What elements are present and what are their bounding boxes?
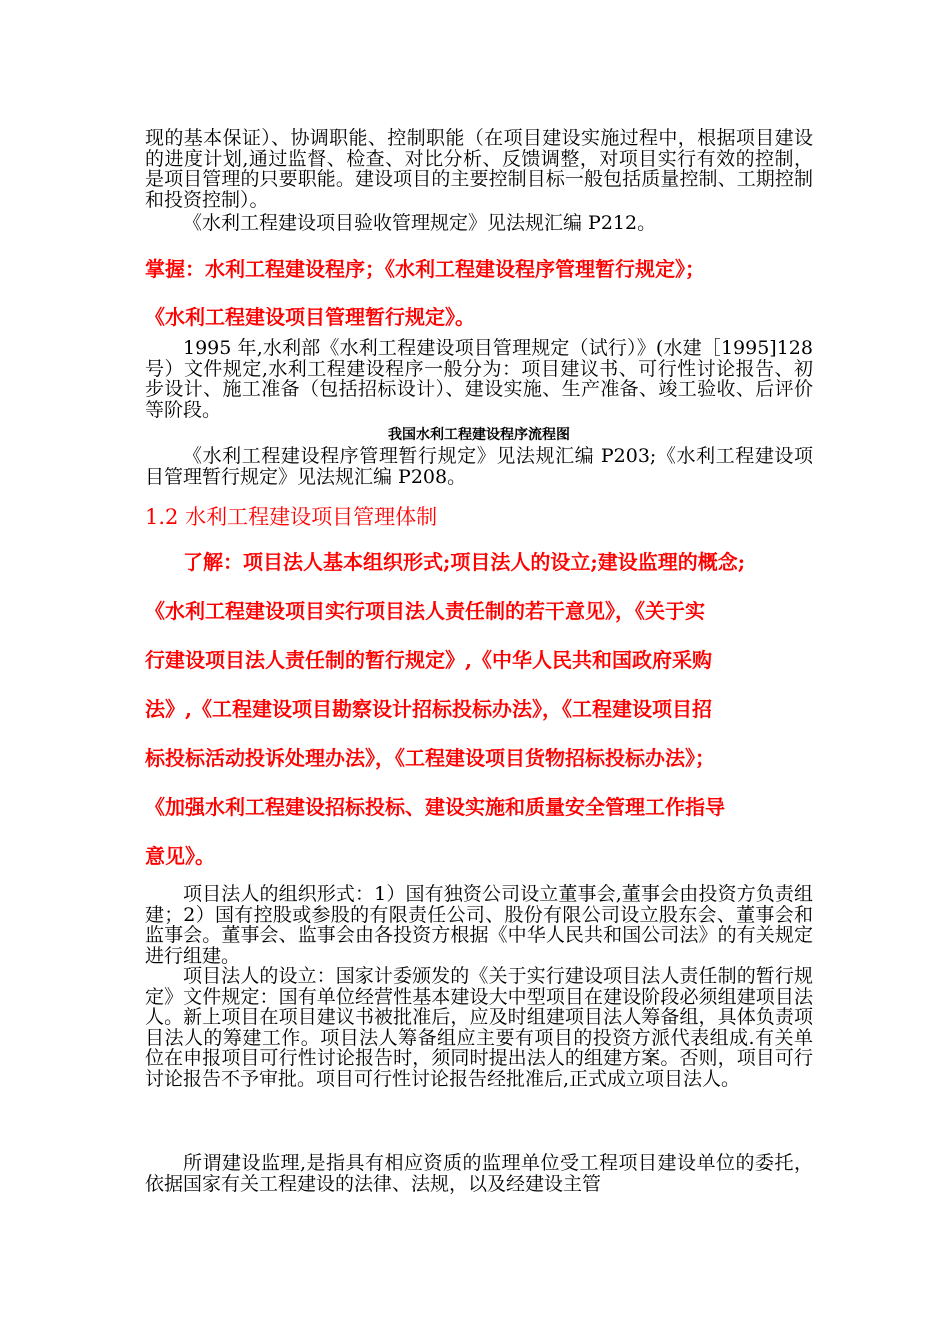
master-requirements-line-1: 掌握：水利工程建设程序；《水利工程建设程序管理暂行规定》； (145, 257, 705, 281)
section-heading: 1.2 水利工程建设项目管理体制 (145, 505, 438, 529)
understand-line: 《加强水利工程建设招标投标、建设实施和质量安全管理工作指导 (145, 795, 725, 819)
understand-line: 标投标活动投诉处理办法》，《工程建设项目货物招标投标办法》； (145, 746, 715, 770)
paragraph-intro: 现的基本保证）、协调职能、控制职能（在项目建设实施过程中，根据项目建设的进度计划,通过监督、检查、对比分析、反馈调整，对项目实行有效的控制，是项目管理的只要职能。建设项目的主要控制目标一般包括质量控制、工期控制和投资控制）。 (145, 127, 813, 211)
paragraph-legal-entity-organization: 项目法人的组织形式：1）国有独资公司设立董事会,董事会由投资方负责组建；2）国有控股或参股的有限责任公司、股份有限公司设立股东会、董事会和监事会。董事会、监事会由各投资方根据《中华人民共和国公司法》的有关规定进行组建。 (145, 883, 813, 967)
paragraph-construction-supervision: 所谓建设监理,是指具有相应资质的监理单位受工程项目建设单位的委托，依据国家有关工程建设的法律、法规，以及经建设主管 (145, 1152, 813, 1195)
paragraph-1995-regulation: 1995 年,水利部《水利工程建设项目管理规定（试行）》(水建［1995]128 号）文件规定,水利工程建设程序一般分为：项目建议书、可行性讨论报告、初步设计、施工准备（包括招标设计）、建设实施、生产准备、竣工验收、后评价等阶段。 (145, 337, 813, 421)
understand-requirements (145, 551, 813, 894)
understand-line: 行建设项目法人责任制的暂行规定》,《中华人民共和国政府采购 (145, 648, 712, 672)
understand-line: 意见》。 (145, 844, 215, 868)
paragraph-legal-entity-setup: 项目法人的设立：国家计委颁发的《关于实行建设项目法人责任制的暂行规定》文件规定：国有单位经营性基本建设大中型项目在建设阶段必须组建项目法人。新上项目在项目建议书被批准后，应及时组建项目法人筹备组，具体负责项目法人的筹建工作。项目法人筹备组应主要有项目的投资方派代表组成.有关单位在申报项目可行性讨论报告时，须同时提出法人的组建方案。否则，项目可行讨论报告不予审批。项目可行性讨论报告经批准后,正式成立项目法人。 (145, 965, 813, 1090)
understand-line: 法》,《工程建设项目勘察设计招标投标办法》，《工程建设项目招 (145, 697, 712, 721)
understand-line: 《水利工程建设项目实行项目法人责任制的若干意见》，《关于实 (145, 599, 705, 623)
paragraph-reference-acceptance: 《水利工程建设项目验收管理规定》见法规汇编 P212。 (183, 212, 657, 234)
understand-line: 了解：项目法人基本组织形式;项目法人的设立;建设监理的概念; (183, 550, 746, 574)
master-requirements-line-2: 《水利工程建设项目管理暂行规定》。 (145, 305, 475, 329)
paragraph-reference-procedures: 《水利工程建设程序管理暂行规定》见法规汇编 P203;《水利工程建设项目管理暂行规定》见法规汇编 P208。 (145, 445, 813, 488)
figure-caption: 我国水利工程建设程序流程图 (388, 427, 570, 443)
